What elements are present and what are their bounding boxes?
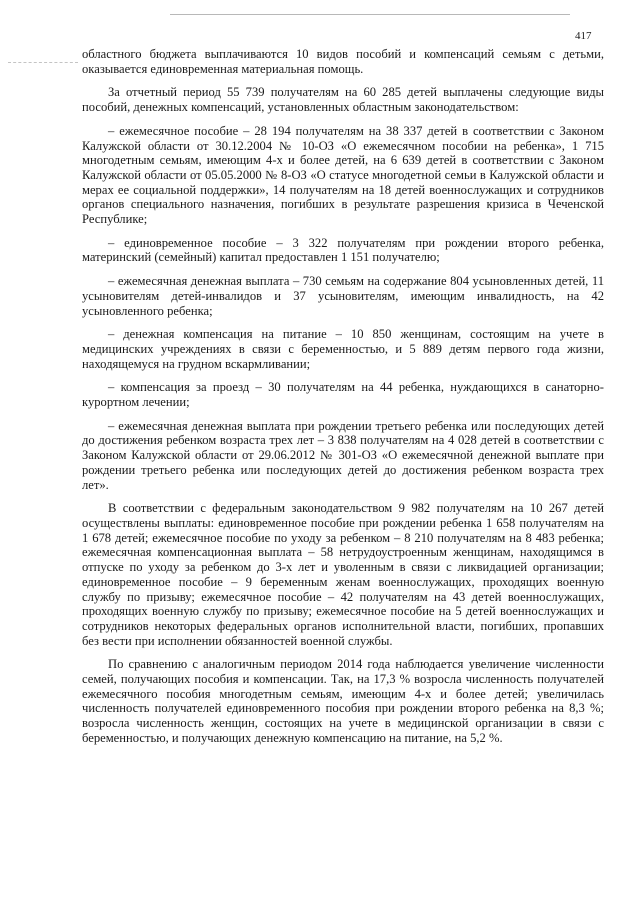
paragraph-comparison-2014: По сравнению с аналогичным периодом 2014 года наблюдается увеличение численности семей, получающих пособия и компенсации. Так, на 17,3 % возросла численность получателей ежемесячного пособия многодетным семьям, имеющим 4-х и более детей; увеличилась численность получателей единовременного пособия при рождении второго ребенка на 8,3 %; возросла численность женщин, состоящих на учете в медицинской организации в связи с беременностью, и получающих денежную компенсацию на питание, на 5,2 %. xyxy=(82,657,604,745)
scan-margin-mark xyxy=(8,62,78,63)
paragraph-federal-payments: В соответствии с федеральным законодательством 9 982 получателям на 10 267 детей осуществлены выплаты: единовременное пособие при рождении ребенка 1 658 получателям на 1 678 детей; ежемесячное пособие по уходу за ребенком – 8 210 получателям на 8 483 ребенка; ежемесячная компенсационная выплата – 58 нетрудоустроенным женщинам, находящимся в отпуске по уходу за ребенком до 3-х лет и уволенным в связи с ликвидацией организации; единовременное пособие – 9 беременным женам военнослужащих, проходящих военную службу по призыву; ежемесячное пособие – 42 получателям на 43 детей военнослужащих, проходящих военную службу по призыву; ежемесячное пособие на 5 детей военнослужащих и сотрудников некоторых федеральных органов исполнительной власти, погибших, пропавших без вести при исполнении обязанностей военной службы. xyxy=(82,501,604,648)
paragraph-food-compensation: – денежная компенсация на питание – 10 850 женщинам, состоящим на учете в медицинских учреждениях в связи с беременностью, и 5 889 детям первого года жизни, находящемуся на грудном вскармливании; xyxy=(82,327,604,371)
paragraph-lump-sum-allowance: – единовременное пособие – 3 322 получателям при рождении второго ребенка, материнский (семейный) капитал предоставлен 1 151 получателю; xyxy=(82,235,604,265)
paragraph-continuation: областного бюджета выплачиваются 10 видов пособий и компенсаций семьям с детьми, оказывается единовременная материальная помощь. xyxy=(82,47,604,76)
scan-edge-line xyxy=(170,14,570,15)
paragraph-adoption-payment: – ежемесячная денежная выплата – 730 семьям на содержание 804 усыновленных детей, 11 усыновителям детей-инвалидов и 37 усыновителям, имеющим инвалидность, на 42 усыновленного ребенка; xyxy=(82,274,604,318)
paragraph-third-child-payment: – ежемесячная денежная выплата при рождении третьего ребенка или последующих детей до достижения ребенком возраста трех лет – 3 838 получателям на 4 028 детей в соответствии с Законом Калужской области от 29.06.2012 № 301-ОЗ «О ежемесячной денежной выплате при рождении третьего ребенка или последующих детей до достижения ребенком возраста трех лет». xyxy=(82,418,604,492)
paragraph-travel-compensation: – компенсация за проезд – 30 получателям на 44 ребенка, нуждающихся в санаторно-курортном лечении; xyxy=(82,380,604,410)
page-number: 417 xyxy=(575,30,592,42)
paragraph-reporting-period: За отчетный период 55 739 получателям на 60 285 детей выплачены следующие виды пособий, денежных компенсаций, установленных областным законодательством: xyxy=(82,85,604,115)
document-body xyxy=(82,47,604,755)
paragraph-monthly-allowance: – ежемесячное пособие – 28 194 получателям на 38 337 детей в соответствии с Законом Калужской области от 30.12.2004 № 10-ОЗ «О ежемесячном пособии на ребенка», 1 715 многодетным семьям, имеющим 4-х и более детей, на 6 639 детей в соответствии с Законом Калужской области от 05.05.2000 № 8-ОЗ «О статусе многодетной семьи в Калужской области и мерах ее социальной поддержки», 14 получателям на 18 детей военнослужащих и сотрудников органов специального назначения, погибших в результате разрешения кризиса в Чеченской Республике; xyxy=(82,123,604,227)
